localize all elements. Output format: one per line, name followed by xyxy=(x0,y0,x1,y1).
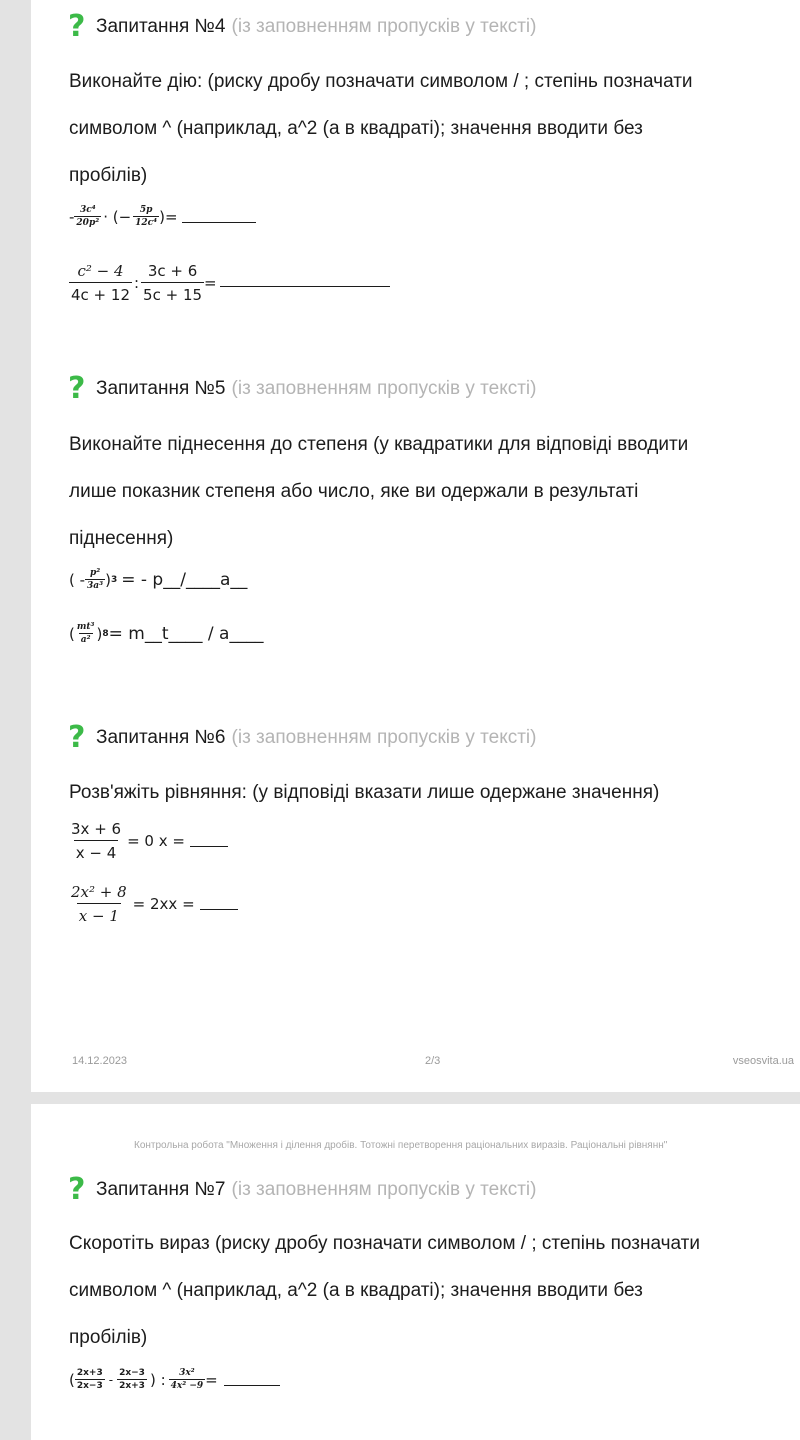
question-5-title: Запитання №5 xyxy=(96,378,226,399)
footer-date: 14.12.2023 xyxy=(72,1055,128,1067)
question-4-header xyxy=(68,9,537,44)
question-4-expression-1: - $\frac{\text{3c⁴}}{\text{20p²}}$ · (− $\frac{5p}{\text{12c⁴}}$ )= xyxy=(69,205,256,228)
answer-blank[interactable]: __ xyxy=(230,569,248,590)
answer-blank[interactable] xyxy=(224,1374,280,1386)
question-7-text xyxy=(69,1220,784,1361)
question-5-header xyxy=(68,371,537,406)
footer-page-number: 2/3 xyxy=(425,1055,441,1067)
fraction: $\frac{\text{2x² + 8}}{x - 1}$ xyxy=(71,883,127,925)
fraction: $\frac{2x+3}{2x-3}$ xyxy=(76,1368,103,1391)
question-5-text-line-1: Виконайте піднесення до степеня (у квадратики для відповіді вводити xyxy=(69,434,689,455)
answer-blank[interactable]: __ xyxy=(144,623,162,644)
question-4-text-line-2: символом ^ (наприклад, a^2 (a в квадраті); значення вводити без xyxy=(69,118,643,139)
fraction: $\frac{5p}{\text{12c⁴}}$ xyxy=(135,205,158,228)
question-mark-icon: ? xyxy=(68,9,86,44)
answer-blank[interactable]: ____ xyxy=(168,623,203,644)
question-7-header xyxy=(68,1172,537,1207)
answer-blank[interactable]: ____ xyxy=(185,569,220,590)
fraction: $\frac{\text{3x²}}{\text{4x² −9}}$ xyxy=(170,1368,204,1391)
fraction: $\frac{\text{c² − 4}}{4c + 12}$ xyxy=(71,262,130,304)
question-7-text-line-2: символом ^ (наприклад, a^2 (a в квадраті); значення вводити без xyxy=(69,1280,643,1301)
question-7-text-line-3: пробілів) xyxy=(69,1327,148,1348)
answer-blank[interactable] xyxy=(190,835,228,847)
fraction: $\frac{3c + 6}{5c + 15}$ xyxy=(143,262,203,304)
fraction: $\frac{\text{p²}}{\text{3a³}}$ xyxy=(87,568,104,591)
document-page-3 xyxy=(31,1104,800,1440)
question-6-text-line-1: Розв'яжіть рівняння: (у відповіді вказати лише одержане значення) xyxy=(69,782,660,803)
footer-site: vseosvita.ua xyxy=(732,1055,794,1067)
answer-blank[interactable]: ____ xyxy=(229,623,264,644)
page-header-title: Контрольна робота "Множення і ділення дробів. Тотожні перетворення раціональних виразів. Раціональні рівнянн" xyxy=(134,1140,668,1151)
question-5-text-line-2: лише показник степеня або число, яке ви одержали в результаті xyxy=(69,481,639,502)
fraction: $\frac{2x-3}{2x+3}$ xyxy=(119,1368,145,1391)
question-6-expression-2: $\frac{\text{2x² + 8}}{x - 1}$ = 2xx = xyxy=(69,883,238,925)
question-mark-icon: ? xyxy=(68,720,86,755)
answer-blank[interactable]: __ xyxy=(163,569,181,590)
question-7-text-line-1: Скоротіть вираз (риску дробу позначати символом / ; степінь позначати xyxy=(69,1233,700,1254)
question-5-expression-1: ( - $\frac{\text{p²}}{\text{3a³}}$ ) 3 = - p __ / ____ a __ xyxy=(69,568,248,591)
question-5-expression-2: ( $\frac{\text{mt³}}{\text{a²}}$ ) 8 = m __ t ____ / a ____ xyxy=(69,622,264,645)
question-6-hint: (із заповненням пропусків у тексті) xyxy=(231,727,537,748)
fraction: $\frac{\text{mt³}}{\text{a²}}$ xyxy=(76,622,95,645)
question-4-title: Запитання №4 xyxy=(96,16,226,37)
question-4-text xyxy=(69,58,784,199)
question-5-text-line-3: піднесення) xyxy=(69,528,174,549)
question-6-text xyxy=(69,769,784,816)
question-6-header xyxy=(68,720,537,755)
question-mark-icon: ? xyxy=(68,1172,86,1207)
question-7-expression-1: ( $\frac{2x+3}{2x-3}$ - $\frac{2x-3}{2x+3}$ ) : $\frac{\text{3x²}}{\text{4x² −9}}$ = xyxy=(69,1368,280,1391)
document-page-2 xyxy=(31,0,800,1092)
question-4-text-line-1: Виконайте дію: (риску дробу позначати символом / ; степінь позначати xyxy=(69,71,693,92)
question-7-hint: (із заповненням пропусків у тексті) xyxy=(231,1179,537,1200)
question-4-hint: (із заповненням пропусків у тексті) xyxy=(231,16,537,37)
answer-blank[interactable] xyxy=(200,898,238,910)
question-6-expression-1: $\frac{3x + 6}{x - 4}$ = 0 x = xyxy=(69,820,228,862)
answer-blank[interactable] xyxy=(220,279,390,287)
question-4-expression-2: $\frac{\text{c² − 4}}{4c + 12}$ : $\frac{3c + 6}{5c + 15}$ = xyxy=(69,262,390,304)
answer-blank[interactable] xyxy=(182,211,256,223)
question-6-title: Запитання №6 xyxy=(96,727,226,748)
question-5-hint: (із заповненням пропусків у тексті) xyxy=(231,378,537,399)
fraction: $\frac{3x + 6}{x - 4}$ xyxy=(71,820,122,862)
fraction: $\frac{\text{3c⁴}}{\text{20p²}}$ xyxy=(76,205,100,228)
question-4-text-line-3: пробілів) xyxy=(69,165,148,186)
question-mark-icon: ? xyxy=(68,371,86,406)
question-7-title: Запитання №7 xyxy=(96,1179,226,1200)
question-5-text xyxy=(69,421,784,562)
